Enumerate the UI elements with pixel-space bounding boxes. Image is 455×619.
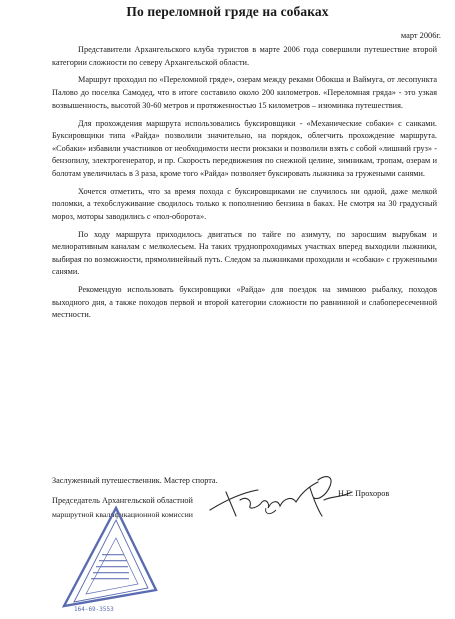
paragraph: Представители Архангельского клуба туристов в марте 2006 года совершили путешествие второй категории сложности по северу Архангельской области. — [52, 45, 437, 67]
paragraph: Рекомендую использовать буксировщики «Райда» для поездок на зимнюю рыбалку, походов выходного дня, а также походов первой и второй категории сложности по равнинной и слабопересеченной местности. — [52, 285, 437, 320]
signer-commission: маршрутной квалификационной комиссии — [52, 509, 193, 519]
signer-name: Н.Е. Прохоров — [338, 489, 390, 498]
handwritten-signature — [206, 470, 358, 526]
stamp-phone: 164-69-3553 — [74, 606, 114, 613]
paragraph: По ходу маршрута приходилось двигаться по тайге по азимуту, по заросшим вырубкам и мелиоративным каналам с мелколесьем. На таких труднопроходимых участках вперед выходили лыжники, выбирая по возможности, прямолинейный путь. Следом за лыжниками проходили и «собаки» с груженными санями. — [52, 229, 437, 277]
document-body — [52, 44, 437, 327]
triangular-stamp — [58, 502, 160, 614]
signer-title: Заслуженный путешественник. Мастер спорта. — [52, 476, 218, 485]
paragraph: Хочется отметить, что за время похода с буксировщиками не случилось ни одной, даже мелкой поломки, а техобслуживание сводилось только к пополнению бензина в баках. Не смотря на 30 градусный мороз, моторы заводились с «пол-оборота». — [52, 186, 437, 221]
signer-position: Председатель Архангельской областной — [52, 496, 193, 506]
paragraph: Маршрут проходил по «Переломной гряде», озерам между реками Обокша и Ваймуга, от лесопункта Палово до поселка Самодед, что в итоге составило около 200 километров. «Переломная гряда» - это узкая возвышенность, высотой 30-60 метров и протяженностью 15 километров – изюминка путешествия. — [52, 75, 437, 110]
document-title: По переломной гряде на собаках — [126, 4, 329, 19]
document-date: март 2006г. — [400, 31, 441, 40]
paragraph: Для прохождения маршрута использовались буксировщики - «Механические собаки» с санками. Буксировщики типа «Райда» позволили значительно, на порядок, облегчить прохождение маршрута. «Собаки» избавили участников от необходимости нести рюкзаки и позволили взять с собой «лишний груз» - бензопилу, электрогенератор, и пр. Скорость передвижения по снежной целине, зимникам, тропам, озерам и болотам увеличилась в 3 раза, кроме того «Райда» позволяет буксировать лыжника за гружеными санями. — [52, 118, 437, 178]
